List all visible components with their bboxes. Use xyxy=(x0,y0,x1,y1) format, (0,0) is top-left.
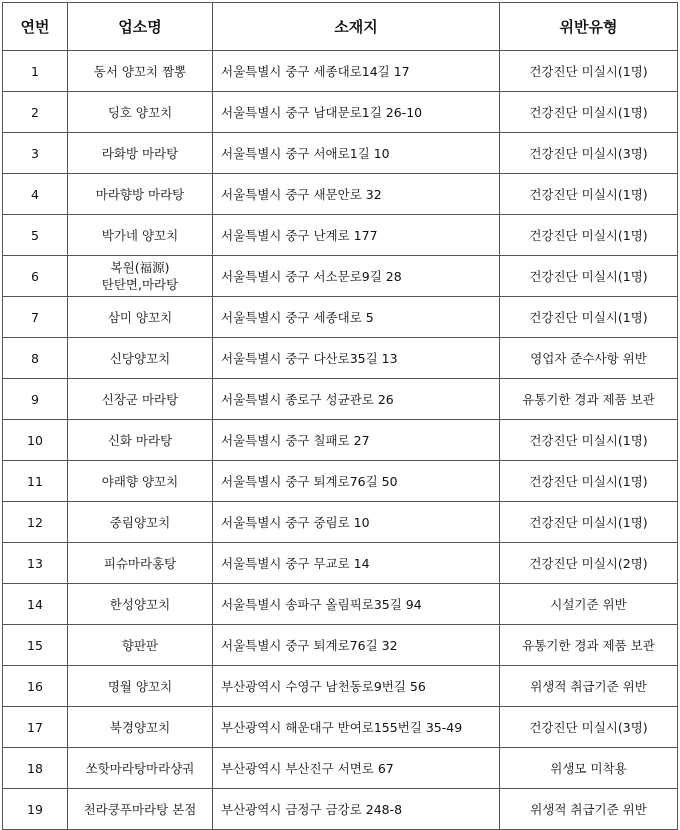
cell-address: 서울특별시 중구 칠패로 27 xyxy=(213,420,500,461)
table-row xyxy=(3,461,678,502)
table-body xyxy=(3,51,678,830)
violations-table xyxy=(2,2,678,830)
cell-no: 11 xyxy=(3,461,68,502)
header-address: 소재지 xyxy=(213,3,500,51)
cell-address: 서울특별시 중구 서소문로9길 28 xyxy=(213,256,500,297)
cell-address: 서울특별시 중구 서애로1길 10 xyxy=(213,133,500,174)
cell-address: 부산광역시 해운대구 반여로155번길 35-49 xyxy=(213,707,500,748)
cell-name: 박가네 양꼬치 xyxy=(68,215,213,256)
cell-name: 라화방 마라탕 xyxy=(68,133,213,174)
table-row xyxy=(3,51,678,92)
cell-name: 신장군 마라탕 xyxy=(68,379,213,420)
cell-address: 서울특별시 중구 퇴계로76길 32 xyxy=(213,625,500,666)
cell-name: 향판판 xyxy=(68,625,213,666)
cell-no: 13 xyxy=(3,543,68,584)
header-name: 업소명 xyxy=(68,3,213,51)
table-row xyxy=(3,92,678,133)
cell-no: 7 xyxy=(3,297,68,338)
table-row xyxy=(3,748,678,789)
cell-no: 18 xyxy=(3,748,68,789)
cell-address: 서울특별시 종로구 성균관로 26 xyxy=(213,379,500,420)
table-row xyxy=(3,789,678,830)
cell-no: 8 xyxy=(3,338,68,379)
cell-name: 복원(福源) 탄탄면,마라탕 xyxy=(68,256,213,297)
table-row xyxy=(3,666,678,707)
cell-name: 삼미 양꼬치 xyxy=(68,297,213,338)
table-row xyxy=(3,625,678,666)
cell-violation: 영업자 준수사항 위반 xyxy=(500,338,678,379)
cell-address: 서울특별시 중구 세종대로14길 17 xyxy=(213,51,500,92)
cell-violation: 건강진단 미실시(3명) xyxy=(500,707,678,748)
cell-address: 부산광역시 수영구 남천동로9번길 56 xyxy=(213,666,500,707)
cell-no: 19 xyxy=(3,789,68,830)
table-row xyxy=(3,502,678,543)
cell-violation: 유통기한 경과 제품 보관 xyxy=(500,625,678,666)
cell-no: 15 xyxy=(3,625,68,666)
cell-no: 2 xyxy=(3,92,68,133)
cell-address: 부산광역시 금정구 금강로 248-8 xyxy=(213,789,500,830)
cell-name: 북경양꼬치 xyxy=(68,707,213,748)
cell-name: 야래향 양꼬치 xyxy=(68,461,213,502)
cell-violation: 건강진단 미실시(1명) xyxy=(500,297,678,338)
cell-name: 딩호 양꼬치 xyxy=(68,92,213,133)
cell-name: 중림양꼬치 xyxy=(68,502,213,543)
cell-address: 서울특별시 중구 중림로 10 xyxy=(213,502,500,543)
cell-no: 16 xyxy=(3,666,68,707)
table-row xyxy=(3,543,678,584)
cell-violation: 시설기준 위반 xyxy=(500,584,678,625)
cell-name: 쏘핫마라탕마라샹궈 xyxy=(68,748,213,789)
cell-name: 신화 마라탕 xyxy=(68,420,213,461)
cell-address: 서울특별시 중구 남대문로1길 26-10 xyxy=(213,92,500,133)
table-row xyxy=(3,256,678,297)
cell-address: 부산광역시 부산진구 서면로 67 xyxy=(213,748,500,789)
cell-no: 6 xyxy=(3,256,68,297)
cell-violation: 위생적 취급기준 위반 xyxy=(500,666,678,707)
cell-violation: 건강진단 미실시(2명) xyxy=(500,543,678,584)
cell-no: 4 xyxy=(3,174,68,215)
table-row xyxy=(3,174,678,215)
cell-no: 3 xyxy=(3,133,68,174)
cell-violation: 건강진단 미실시(1명) xyxy=(500,420,678,461)
cell-name: 한성양꼬치 xyxy=(68,584,213,625)
cell-name: 피슈마라홍탕 xyxy=(68,543,213,584)
cell-violation: 건강진단 미실시(1명) xyxy=(500,174,678,215)
cell-no: 17 xyxy=(3,707,68,748)
cell-address: 서울특별시 송파구 올림픽로35길 94 xyxy=(213,584,500,625)
cell-violation: 유통기한 경과 제품 보관 xyxy=(500,379,678,420)
cell-violation: 건강진단 미실시(1명) xyxy=(500,256,678,297)
table-row xyxy=(3,215,678,256)
cell-violation: 위생적 취급기준 위반 xyxy=(500,789,678,830)
cell-name: 동서 양꼬치 짬뽕 xyxy=(68,51,213,92)
cell-address: 서울특별시 중구 새문안로 32 xyxy=(213,174,500,215)
table-row xyxy=(3,707,678,748)
cell-violation: 위생모 미착용 xyxy=(500,748,678,789)
cell-name: 천라쿵푸마라탕 본점 xyxy=(68,789,213,830)
cell-name: 신당양꼬치 xyxy=(68,338,213,379)
cell-no: 14 xyxy=(3,584,68,625)
cell-violation: 건강진단 미실시(1명) xyxy=(500,502,678,543)
table-row xyxy=(3,133,678,174)
cell-address: 서울특별시 중구 무교로 14 xyxy=(213,543,500,584)
table-row xyxy=(3,379,678,420)
cell-name: 마라향방 마라탕 xyxy=(68,174,213,215)
cell-violation: 건강진단 미실시(1명) xyxy=(500,215,678,256)
header-row xyxy=(3,3,678,51)
cell-no: 10 xyxy=(3,420,68,461)
cell-address: 서울특별시 중구 난계로 177 xyxy=(213,215,500,256)
table-row xyxy=(3,338,678,379)
cell-no: 9 xyxy=(3,379,68,420)
cell-violation: 건강진단 미실시(3명) xyxy=(500,133,678,174)
cell-violation: 건강진단 미실시(1명) xyxy=(500,51,678,92)
cell-address: 서울특별시 중구 다산로35길 13 xyxy=(213,338,500,379)
cell-no: 1 xyxy=(3,51,68,92)
cell-address: 서울특별시 중구 퇴계로76길 50 xyxy=(213,461,500,502)
cell-violation: 건강진단 미실시(1명) xyxy=(500,461,678,502)
cell-no: 12 xyxy=(3,502,68,543)
cell-name: 명월 양꼬치 xyxy=(68,666,213,707)
header-violation: 위반유형 xyxy=(500,3,678,51)
cell-address: 서울특별시 중구 세종대로 5 xyxy=(213,297,500,338)
header-no: 연번 xyxy=(3,3,68,51)
table-row xyxy=(3,420,678,461)
violations-table-container xyxy=(2,2,677,830)
cell-violation: 건강진단 미실시(1명) xyxy=(500,92,678,133)
table-row xyxy=(3,584,678,625)
table-row xyxy=(3,297,678,338)
cell-no: 5 xyxy=(3,215,68,256)
